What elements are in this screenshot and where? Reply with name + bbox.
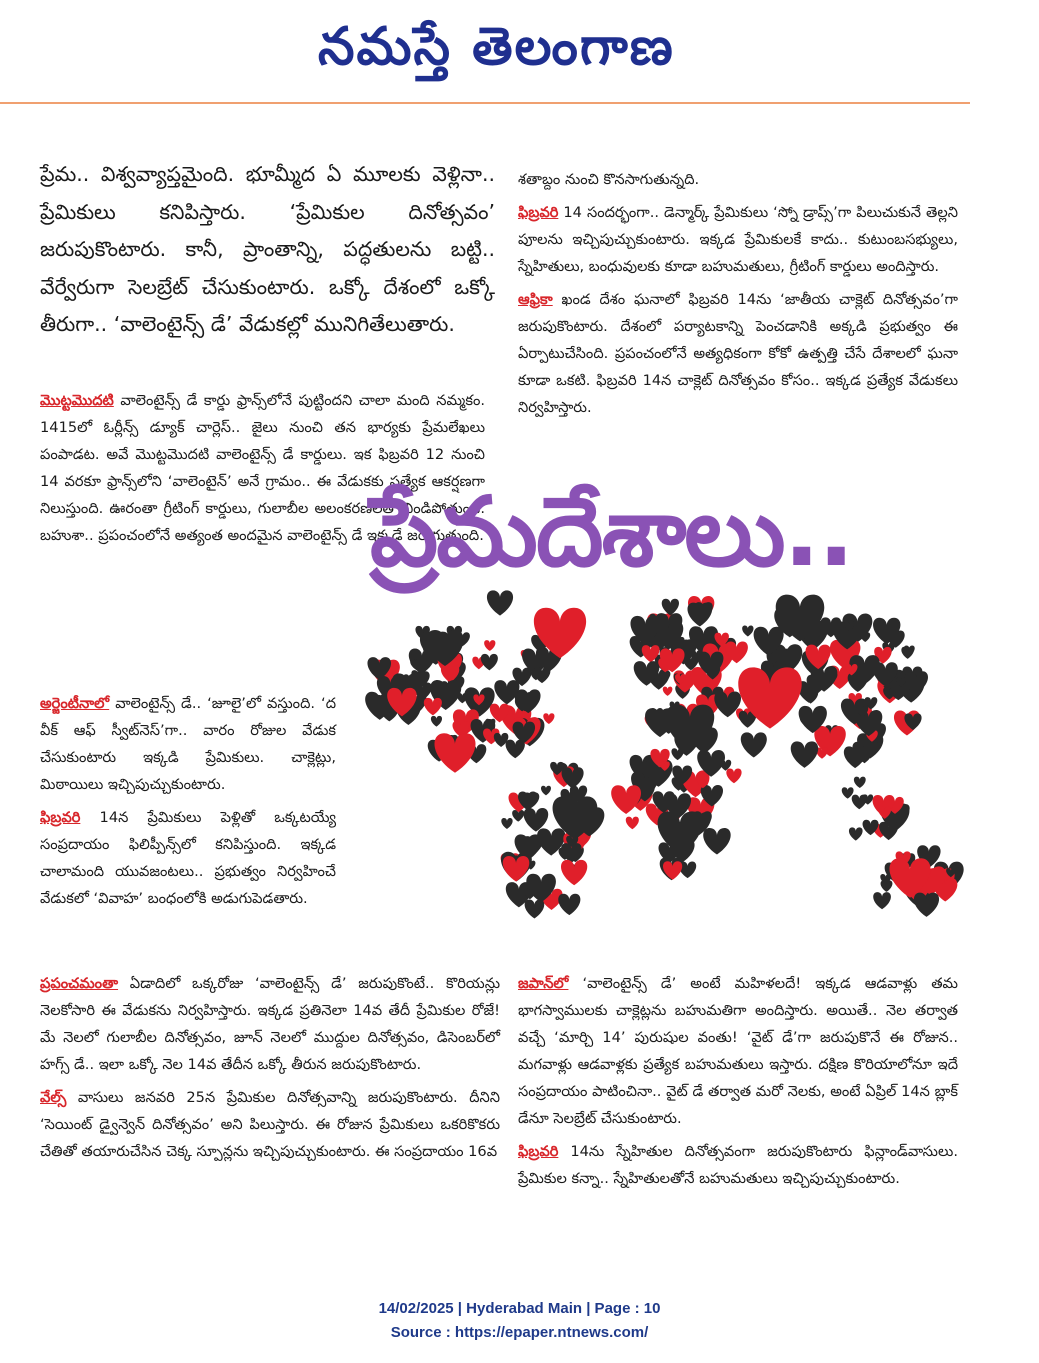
heart-icon [543,713,554,724]
feature-headline: ప్రేమదేశాలు.. [370,476,853,588]
article-column-bottom-right [518,970,958,1198]
paragraph [518,286,958,421]
paragraph [518,166,958,193]
paragraph [518,199,958,280]
paragraph-text: వాసులు జనవరి 25న ప్రేమికుల దినోత్సవాన్ని జరుపుకొంటారు. దీనిని ‘సెయింట్ డ్వైన్వెన్ దినోత్సవం’ అని పిలుస్తారు. ఈ రోజున ప్రేమికులు ఒకరికొకరు చేతితో తయారుచేసిన చెక్క స్పూన్లను ఇచ్చిపుచ్చుకుంటారు. ఈ సంప్రదాయం 16వ [40,1089,500,1160]
heart-icon [703,828,730,854]
heart-icon [663,687,673,696]
article-column-right-top [518,166,958,427]
heart-icon [873,892,891,909]
paragraph-text: 14న ప్రేమికులు పెళ్లితో ఒక్కటయ్యే సంప్రదాయం ఫిలిప్పీన్స్‌లో కనిపిస్తుంది. ఇక్కడ చాలామంది యువజంటలు.. ప్రభుత్వం నిర్వహించే వేడుకలో ‘వివాహ’ బంధంలోకి అడుగుపెడతారు. [40,809,336,907]
paragraph-lead: ప్రపంచమంతా [40,975,119,992]
heart-icon [561,860,587,885]
heart-icon [671,748,683,760]
heart-icon [524,808,549,832]
heart-icon [662,599,679,616]
footer-edition-line: 14/02/2025 | Hyderabad Main | Page : 10 [378,1300,661,1317]
paragraph-lead: ఆఫ్రికా [518,291,553,308]
paragraph-text: ఖండ దేశం ఘనాలో ఫిబ్రవరి 14ను ‘జాతీయ చాక్లెట్ దినోత్సవం’గా జరుపుకొంటారు. దేశంలో పర్యాటకాన్ని పెంచడానికి అక్కడి ప్రభుత్వం ఈ ఏర్పాటుచేసింది. ప్రపంచంలోనే అత్యధికంగా కోకో ఉత్పత్తి చేసే దేశాలలో ఘనా కూడా ఒకటి. ఫిబ్రవరి 14న చాక్లెట్ దినోత్సవం కోసం.. ఇక్కడ ప్రత్యేక వేడుకలు నిర్వహిస్తారు. [518,291,958,416]
heart-icon [541,786,551,796]
heart-icon [742,626,753,637]
paragraph-lead: జపాన్‌లో [518,975,569,992]
paragraph-text: ఏడాదిలో ఒక్కరోజు ‘వాలెంటైన్స్ డే’ జరుపుకొంటే.. కొరియన్లు నెలకోసారి ఈ వేడుకను నిర్వహిస్తారు. ఇక్కడ ప్రతినెలా 14వ తేదీ ప్రేమికుల రోజే! మే నెలలో గులాబీల దినోత్సవం, జూన్ నెలలో ముద్దుల దినోత్సవం, డిసెంబర్‌లో హగ్స్ డే.. ఇలా ఒక్కో నెల 14వ తేదీన ఒక్కో తీరున జరుపుకొంటారు. [40,975,500,1073]
heart-icon [431,716,442,727]
heart-icon [506,740,525,759]
article-column-bottom-left [40,970,500,1171]
paragraph-text: వాలెంటైన్స్ డే.. ‘జూలై’లో వస్తుంది. ‘ద వీక్ ఆఫ్ స్వీట్‌నెస్’గా.. వారం రోజుల వేడుక చేసుకుంటారు ఇక్కడి ప్రేమికులు. చాక్లెట్లు, మిఠాయిలు ఇచ్చిపుచ్చుకుంటారు. [40,695,336,793]
paragraph-text: ‘వాలెంటైన్స్ డే’ అంటే మహిళలదే! ఇక్కడ ఆడవాళ్లు తమ భాగస్వాములకు చాక్లెట్లను బహుమతిగా అందిస్తారు. అయితే.. నెల తర్వాత వచ్చే ‘మార్చి 14’ పురుషుల వంతు! ‘వైట్ డే’గా జరుపుకొనే ఈ రోజున.. మగవాళ్లు ఆడవాళ్లకు ప్రత్యేక బహుమతులు ఇస్తారు. దక్షిణ కొరియాలోనూ ఇదే సంప్రదాయం పాటించినా.. వైట్ డే తర్వాత మరో నెలకు, అంటే ఏప్రిల్ 14న బ్లాక్ డేనూ సెలబ్రేట్ చేసుకుంటారు. [518,975,958,1127]
paragraph [518,1138,958,1192]
masthead-rule [0,102,970,104]
heart-icon [424,698,442,715]
paragraph-text: శతాబ్దం నుంచి కొనసాగుతున్నది. [518,171,700,188]
footer-source-line: Source : https://epaper.ntnews.com/ [390,1324,649,1341]
paragraph-lead: ఫిబ్రవరి [518,1143,559,1160]
paragraph-text: 14 సందర్భంగా.. డెన్మార్క్ ప్రేమికులు ‘స్నో డ్రాప్స్’గా పిలుచుకునే తెల్లని పూలను ఇచ్చిపుచ్చుకుంటారు. ఇక్కడ ప్రేమికులకే కాదు.. కుటుంబసభ్యులు, స్నేహితులు, బంధువులకు కూడా బహుమతులు, గ్రీటింగ్ కార్డులు అందిస్తారు. [518,204,958,275]
heart-icon [487,590,513,615]
heart-icon [558,894,580,915]
paragraph [40,1084,500,1165]
intro-paragraph: ప్రేమ.. విశ్వవ్యాప్తమైంది. భూమ్మీద ఏ మూలకు వెళ్లినా.. ప్రేమికులు కనిపిస్తారు. ‘ప్రేమికుల దినోత్సవం’ జరుపుకొంటారు. కానీ, ప్రాంతాన్ని, పద్ధతులను బట్టి.. వేర్వేరుగా సెలబ్రేట్ చేసుకుంటారు. ఒక్కో దేశంలో ఒక్కో తీరుగా.. ‘వాలెంటైన్స్ డే’ వేడుకల్లో మునిగితేలుతారు. [40,162,495,336]
heart-icon [791,741,818,767]
heart-icon [726,769,741,784]
heart-icon [611,785,641,814]
paragraph-lead: ఫిబ్రవరి [40,809,81,826]
heart-icon [501,818,512,829]
paragraph-lead: ఫిబ్రవరి [518,204,559,221]
paragraph [40,690,336,798]
paragraph [40,970,500,1078]
heart-icon [525,900,545,919]
paragraph-lead: అర్జెంటీనాలో [40,695,110,712]
masthead-title: నమస్తే తెలంగాణ [318,16,675,77]
paragraph [40,804,336,912]
article-column-left-mid [40,690,336,918]
heart-icon [481,654,498,670]
paragraph-lead: మొట్టమొదటి [40,392,114,409]
paragraph-lead: వేల్స్ [40,1089,67,1106]
heart-icon [741,732,767,757]
heart-world-map-illustration [350,578,980,958]
paragraph-text: 14ను స్నేహితుల దినోత్సవంగా జరుపుకొంటారు ఫిన్లాండ్‌వాసులు. ప్రేమికుల కన్నా.. స్నేహితులతోనే బహుమతులు ఇచ్చిపుచ్చుకుంటారు. [518,1143,958,1187]
heart-icon [854,777,866,788]
paragraph [518,970,958,1132]
heart-icon [849,827,863,840]
heart-icon [842,787,854,798]
paragraph-text: వాలెంటైన్స్ డే కార్డు ఫ్రాన్స్‌లోనే పుట్టిందని చాలా మంది నమ్మకం. 1415లో ఓర్లీన్స్ డ్యూక్ చార్లెస్.. జైలు నుంచి తన భార్యకు ప్రేమలేఖలు పంపాడట. అవే మొట్టమొదటి వాలెంటైన్స్ డే కార్డులు. ఇక ఫిబ్రవరి 12 నుంచి 14 వరకూ ఫ్రాన్స్‌లోని ‘వాలెంటైన్’ అనే గ్రామం.. ఈ వేడుకకు ప్రత్యేక ఆకర్షణగా నిలుస్తుంది. ఊరంతా గ్రీటింగ్ కార్డులు, గులాబీల అలంకరణలతో నిండిపోతుంది. బహుశా.. ప్రపంచంలోనే అత్యంత అందమైన వాలెంటైన్స్ డే ఇక్కడే జరుగుతుంది. [40,392,485,544]
heart-icon [626,817,639,830]
heart-icon [484,640,495,651]
